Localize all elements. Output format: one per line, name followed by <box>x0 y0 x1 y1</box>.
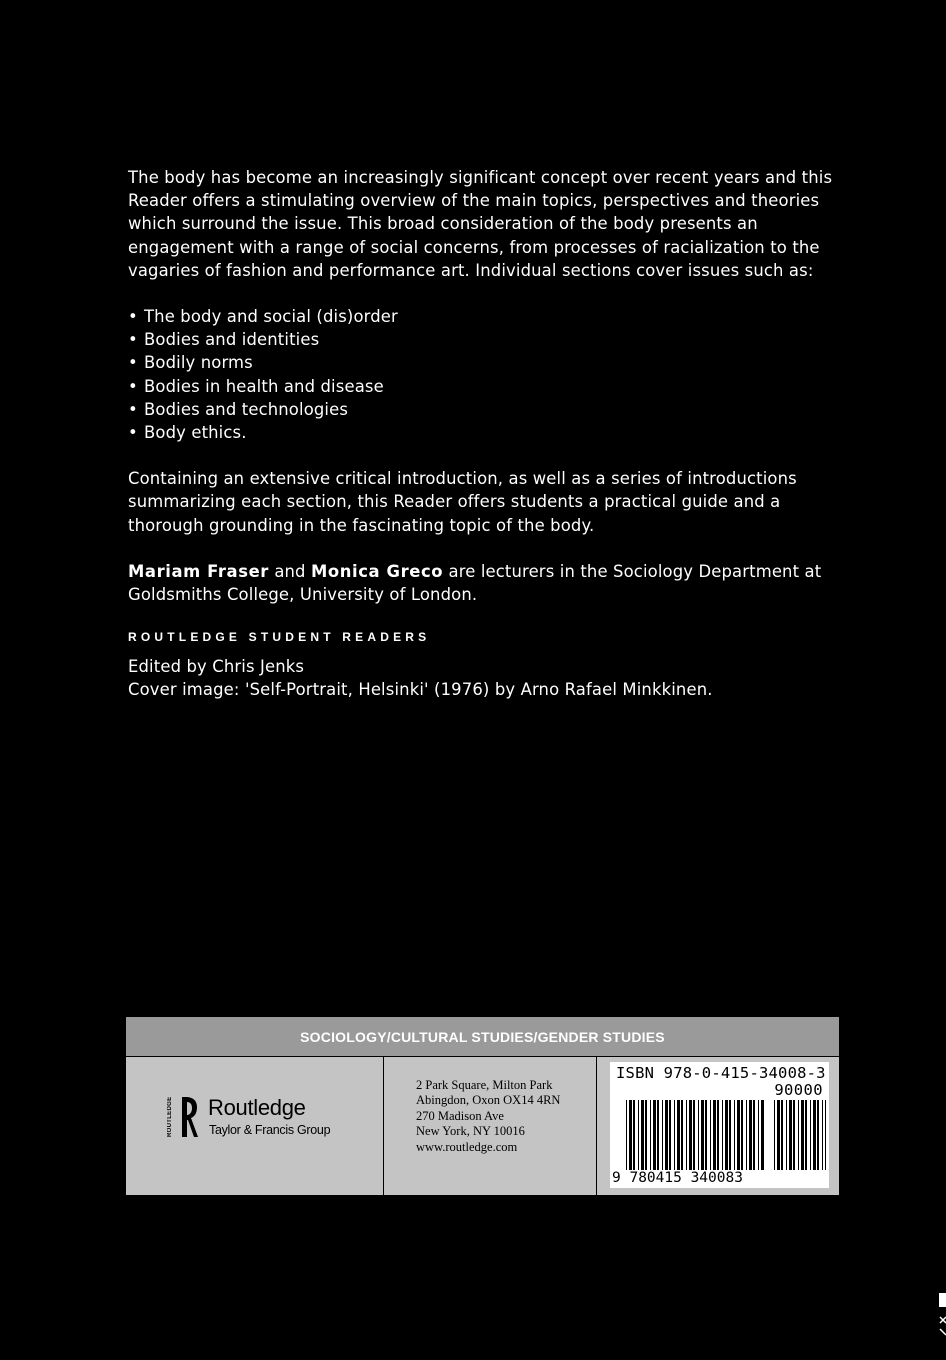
address-line: www.routledge.com <box>416 1139 518 1154</box>
barcode-bar <box>729 1100 731 1170</box>
cover-image-credit: Cover image: 'Self-Portrait, Helsinki' (1976) by Arno Rafael Minkkinen. <box>128 680 713 700</box>
barcode-bar <box>801 1100 804 1170</box>
publisher-group: Taylor & Francis Group <box>209 1123 331 1137</box>
barcode-bar <box>734 1100 735 1170</box>
barcode-bar <box>713 1100 716 1170</box>
editor-credit: Edited by Chris Jenks <box>128 657 305 677</box>
barcode-bar <box>825 1100 826 1170</box>
barcode-bar <box>737 1100 740 1170</box>
barcode-bar <box>805 1100 807 1170</box>
isbn-number: ISBN 978-0-415-34008-3 <box>616 1064 826 1082</box>
barcode-bar <box>657 1100 659 1170</box>
barcode-bar <box>722 1100 723 1170</box>
barcode-bar <box>761 1100 764 1170</box>
barcode-bar <box>822 1100 823 1170</box>
blurb-intro: The body has become an increasingly significant concept over recent years and this Reader offers a stimulating overview of the main topics, perspectives and theories which surround the issue. This broad consideration of the body presents an engagement with a range of social concerns, from processes of racialization to the vagaries of fashion and performance art. Individual sections cover issues such as: <box>128 168 833 280</box>
publisher-vertical-wordmark: ROUTLEDGE <box>167 1096 173 1138</box>
publisher-logo-cell <box>126 1057 384 1195</box>
address-line: New York, NY 10016 <box>416 1124 525 1139</box>
address-line: 2 Park Square, Milton Park <box>416 1078 553 1092</box>
barcode-bar <box>793 1100 795 1170</box>
series-title: ROUTLEDGE STUDENT READERS <box>128 630 431 645</box>
barcode-bar <box>633 1100 635 1170</box>
barcode-bar <box>798 1100 799 1170</box>
list-item: • Bodily norms <box>128 351 848 374</box>
address-line: Abingdon, Oxon OX14 4RN <box>416 1093 561 1108</box>
barcode-bar <box>810 1100 811 1170</box>
barcode-bar <box>686 1100 687 1170</box>
barcode-bar <box>674 1100 675 1170</box>
address-line: 270 Madison Ave <box>416 1108 504 1123</box>
barcode-bar <box>638 1100 639 1170</box>
barcode-bar <box>746 1100 747 1170</box>
publisher-address <box>416 1078 560 1155</box>
subject-category: SOCIOLOGY/CULTURAL STUDIES/GENDER STUDIES <box>126 1017 839 1057</box>
barcode-cell <box>597 1057 839 1195</box>
barcode-bar <box>741 1100 743 1170</box>
publisher-name: Routledge <box>208 1095 306 1120</box>
list-item: • Body ethics. <box>128 421 848 444</box>
issues-list <box>128 305 848 444</box>
author-conjunction: and <box>268 561 311 581</box>
barcode-bar <box>758 1100 759 1170</box>
barcode-bar <box>698 1100 699 1170</box>
barcode-bar <box>669 1100 671 1170</box>
barcode-bar <box>749 1100 752 1170</box>
barcode-bar <box>774 1100 775 1170</box>
barcode-bar <box>789 1100 792 1170</box>
list-item: • The body and social (dis)order <box>128 305 848 328</box>
publisher-panel <box>126 1017 839 1195</box>
barcode-bar <box>689 1100 692 1170</box>
barcode-icon <box>616 1100 826 1170</box>
barcode-bar <box>693 1100 695 1170</box>
barcode-bar <box>705 1100 707 1170</box>
routledge-logo-icon <box>170 1094 198 1140</box>
barcode-bar <box>629 1100 632 1170</box>
barcode-bar <box>626 1100 627 1170</box>
barcode-bar <box>777 1100 780 1170</box>
crop-mark-icon <box>938 1293 946 1339</box>
list-item: • Bodies and technologies <box>128 398 848 421</box>
author-bio: are lecturers in the Sociology Department at Goldsmiths College, University of London. <box>128 561 822 605</box>
panel-body <box>126 1057 839 1195</box>
price-code: 90000 <box>774 1081 823 1099</box>
author-name: Mariam Fraser <box>128 561 269 581</box>
barcode-bar <box>786 1100 787 1170</box>
barcode-bar <box>677 1100 680 1170</box>
list-item: • Bodies in health and disease <box>128 375 848 398</box>
barcode-bar <box>725 1100 728 1170</box>
barcode-bar <box>753 1100 755 1170</box>
publisher-address-cell <box>384 1057 597 1195</box>
barcode-bar <box>641 1100 644 1170</box>
barcode-bar <box>653 1100 656 1170</box>
barcode-bar <box>650 1100 651 1170</box>
barcode-bar <box>817 1100 819 1170</box>
author-name: Monica Greco <box>310 561 444 581</box>
barcode-bar <box>665 1100 668 1170</box>
barcode-bar <box>710 1100 711 1170</box>
barcode-bar <box>662 1100 663 1170</box>
ean-number: 9 780415 340083 <box>612 1170 743 1186</box>
barcode-bar <box>681 1100 683 1170</box>
list-item: • Bodies and identities <box>128 328 848 351</box>
barcode-bar <box>701 1100 704 1170</box>
barcode-bar <box>813 1100 816 1170</box>
barcode-bar <box>781 1100 783 1170</box>
barcode-bar <box>645 1100 647 1170</box>
barcode-bar <box>717 1100 719 1170</box>
author-note <box>128 560 848 606</box>
back-cover-blurb <box>128 166 848 702</box>
blurb-summary: Containing an extensive critical introduction, as well as a series of introductions summarizing each section, this Reader offers students a practical guide and a thorough grounding in the fascinating topic of the body. <box>128 469 797 535</box>
barcode-label <box>610 1062 829 1188</box>
